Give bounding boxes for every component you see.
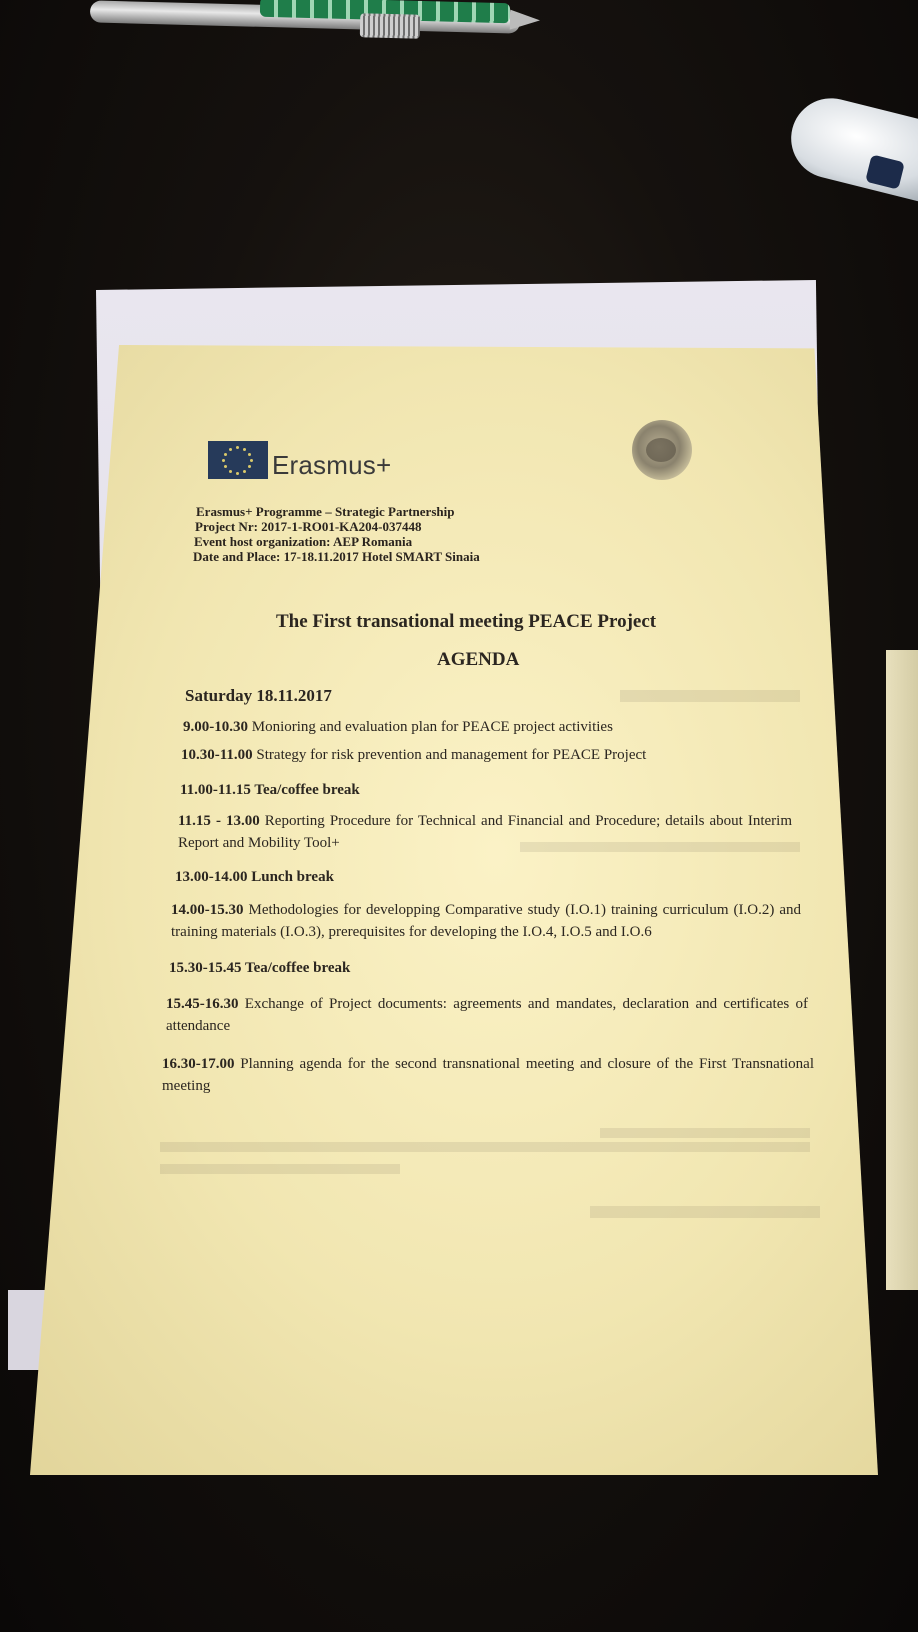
agenda-item-time: 13.00-14.00 Lunch break [175,869,334,885]
peace-project-logo-icon [632,420,692,480]
header-project-number: Project Nr: 2017-1-RO01-KA204-037448 [195,519,422,534]
eu-flag-icon [208,441,268,479]
agenda-item [166,993,808,1037]
agenda-heading: AGENDA [437,649,520,670]
document-title: The First transational meeting PEACE Project [276,611,657,632]
agenda-item-time: 16.30-17.00 [162,1056,235,1072]
header-host-organization: Event host organization: AEP Romania [194,534,413,549]
agenda-item-time: 15.45-16.30 [166,996,239,1012]
agenda-item [175,866,805,888]
erasmus-logo-text: Erasmus+ [272,450,392,480]
show-through-text [620,690,800,702]
agenda-item-time: 14.00-15.30 [171,902,244,918]
agenda-item-text: Monioring and evaluation plan for PEACE project activities [248,719,613,735]
agenda-item-text: Reporting Procedure for Technical and Financial and Procedure; details about Interim Report and Mobility Tool+ [178,813,792,851]
header-date-place: Date and Place: 17-18.11.2017 Hotel SMART Sinaia [193,549,480,564]
agenda-day: Saturday 18.11.2017 [185,686,332,705]
agenda-item-time: 10.30-11.00 [181,747,253,763]
agenda-item-text: Exchange of Project documents: agreements and mandates, declaration and certificates of attendance [166,996,808,1034]
agenda-item [183,716,803,738]
agenda-item [169,957,809,979]
agenda-item [162,1053,814,1097]
agenda-item-time: 9.00-10.30 [183,719,248,735]
agenda-item [171,899,801,943]
agenda-item-text: Strategy for risk prevention and management for PEACE Project [252,747,647,763]
agenda-item-time: 15.30-15.45 Tea/coffee break [169,960,351,976]
agenda-item-text: Methodologies for developping Comparative study (I.O.1) training curriculum (I.O.2) and training materials (I.O.3), prerequisites for developing the I.O.4, I.O.5 and I.O.6 [171,902,801,940]
agenda-item [178,810,792,854]
show-through-text [160,1164,400,1174]
show-through-text [160,1142,810,1152]
header-programme: Erasmus+ Programme – Strategic Partnership [196,504,455,519]
show-through-text [590,1206,820,1218]
agenda-item-time: 11.15 - 13.00 [178,813,260,829]
agenda-item [181,744,805,766]
agenda-item-text: Planning agenda for the second transnational meeting and closure of the First Transnational meeting [162,1056,814,1094]
agenda-item [180,779,806,801]
agenda-item-time: 11.00-11.15 Tea/coffee break [180,782,360,798]
show-through-text [600,1128,810,1138]
